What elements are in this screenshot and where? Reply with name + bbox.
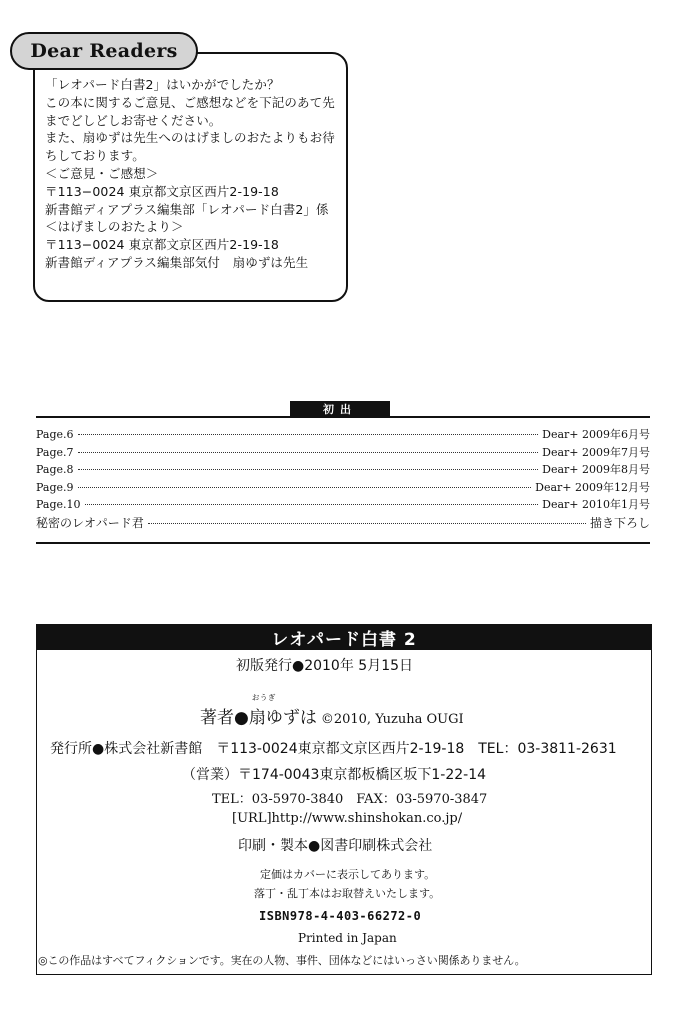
isbn: ISBN978-4-403-66272-0	[259, 909, 422, 923]
item-title: Page.8	[36, 463, 74, 476]
printed-in: Printed in Japan	[298, 931, 397, 945]
leader-dots	[78, 487, 532, 488]
first-appearance-label: 初出	[290, 401, 390, 416]
author-name-wrap	[248, 693, 317, 728]
item-title: Page.10	[36, 498, 81, 511]
list-item	[36, 426, 650, 444]
leader-dots	[85, 504, 539, 505]
copyright: ©2010, Yuzuha OUGI	[320, 712, 464, 727]
dear-readers-line: 新書館ディアプラス編集部「レオパード白書2」係	[45, 201, 329, 217]
colophon-title: レオパード白書 2	[36, 624, 652, 650]
item-source: Dear+ 2009年8月号	[542, 463, 650, 476]
item-source: Dear+ 2010年1月号	[542, 498, 650, 511]
dear-readers-line: 新書館ディアプラス編集部気付 扇ゆずは先生	[45, 254, 309, 270]
publisher-line: 発行所●株式会社新書館 〒113-0024東京都文京区西片2-19-18 TEL：03-3811-2631	[50, 741, 617, 757]
author-line	[200, 693, 464, 728]
dear-readers-line: この本に関するご意見、ご感想などを下記のあて先	[45, 94, 335, 110]
divider	[36, 416, 650, 418]
item-source: 描き下ろし	[589, 515, 650, 530]
dear-readers-line: ＜ご意見・ご感想＞	[45, 165, 159, 181]
dear-readers-line: ＜はげましのおたより＞	[45, 219, 184, 235]
list-item	[36, 496, 650, 514]
leader-dots	[78, 469, 539, 470]
item-source: Dear+ 2009年12月号	[535, 480, 650, 494]
item-title: 秘密のレオパード君	[36, 515, 144, 530]
item-title: Page.7	[36, 445, 74, 459]
first-edition-date: 初版発行●2010年 5月15日	[236, 658, 414, 674]
item-title: Page.9	[36, 480, 74, 494]
dear-readers-line: までどしどしお寄せください。	[45, 112, 222, 128]
leader-dots	[78, 434, 539, 435]
author-name: 扇ゆずは	[248, 708, 317, 728]
dear-readers-line: 〒113−0024 東京都文京区西片2-19-18	[45, 237, 279, 253]
list-item	[36, 461, 650, 479]
dear-readers-heading: Dear Readers	[10, 32, 198, 70]
printing-line: 印刷・製本●図書印刷株式会社	[238, 838, 433, 854]
defect-note: 落丁・乱丁本はお取替えいたします。	[254, 887, 441, 900]
item-title: Page.6	[36, 428, 74, 441]
first-appearance-list	[36, 426, 650, 531]
divider	[36, 542, 650, 544]
price-note: 定価はカバーに表示してあります。	[260, 868, 436, 881]
leader-dots	[148, 523, 586, 524]
dear-readers-box	[33, 52, 348, 302]
dear-readers-line: ちしております。	[45, 148, 145, 164]
dear-readers-line: 〒113−0024 東京都文京区西片2-19-18	[45, 183, 279, 199]
item-source: Dear+ 2009年6月号	[542, 428, 650, 441]
list-item	[36, 514, 650, 532]
sales-office-line: （営業）〒174-0043東京都板橋区坂下1-22-14	[182, 767, 487, 783]
leader-dots	[78, 452, 539, 453]
list-item	[36, 479, 650, 497]
dear-readers-line: また、扇ゆずは先生へのはげましのおたよりもお待	[45, 130, 335, 146]
item-source: Dear+ 2009年7月号	[542, 445, 650, 459]
author-ruby: おうぎ	[251, 693, 276, 702]
publisher-url: [URL]http://www.shinshokan.co.jp/	[232, 811, 463, 826]
list-item	[36, 444, 650, 462]
fiction-disclaimer: ◎この作品はすべてフィクションです。実在の人物、事件、団体などにはいっさい関係ありません。	[38, 954, 526, 967]
dear-readers-line: 「レオパード白書2」はいかがでしたか？	[45, 77, 280, 92]
tel-fax-line: TEL：03-5970-3840 FAX：03-5970-3847	[212, 792, 488, 807]
author-label: 著者●	[200, 708, 249, 728]
